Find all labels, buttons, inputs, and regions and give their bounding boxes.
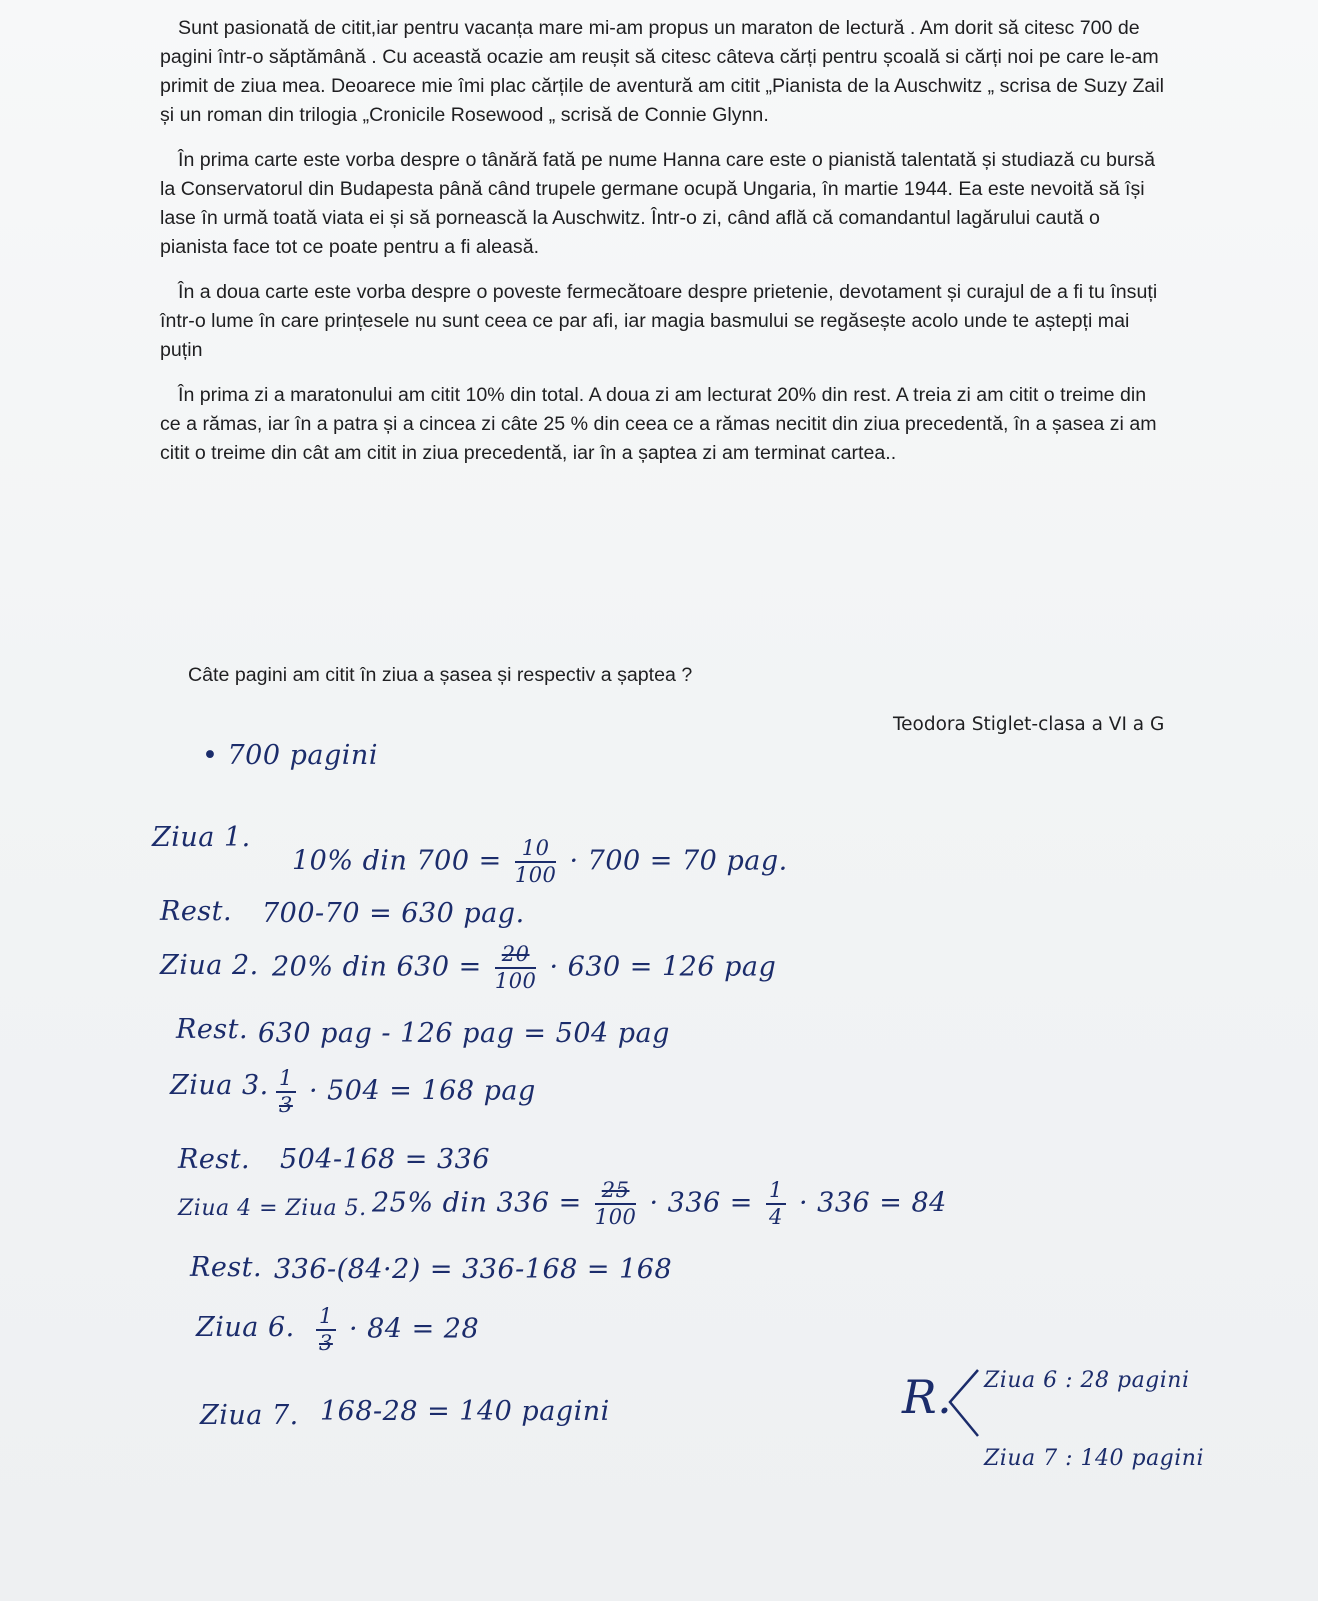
hw-rest2: 630 pag - 126 pag = 504 pag bbox=[258, 1018, 670, 1049]
hw-day45-b: · 336 = bbox=[649, 1187, 753, 1219]
hw-day2-den: 100 bbox=[494, 969, 537, 993]
hw-day6-den: 3 bbox=[319, 1331, 333, 1355]
hw-day6-line bbox=[312, 1306, 479, 1354]
hw-day1-b: · 700 = 70 pag. bbox=[569, 845, 788, 877]
hw-day45-c: · 336 = 84 bbox=[798, 1187, 947, 1219]
hw-rest4: 336-(84·2) = 336-168 = 168 bbox=[274, 1254, 673, 1285]
hw-day45-num: 25 bbox=[595, 1180, 637, 1205]
hw-rest1: 700-70 = 630 pag. bbox=[262, 898, 525, 929]
hw-day45-den2: 4 bbox=[769, 1205, 783, 1229]
hw-day3-label: Ziua 3. bbox=[170, 1070, 269, 1101]
problem-text bbox=[160, 14, 1170, 484]
hw-day2-fraction bbox=[495, 944, 537, 992]
hw-day1-line bbox=[292, 838, 788, 886]
question-text: Câte pagini am citit în ziua a șasea și respectiv a șaptea ? bbox=[188, 664, 693, 686]
hw-rest1-label: Rest. bbox=[160, 896, 233, 927]
hw-day45-den: 100 bbox=[594, 1205, 637, 1229]
hw-rest3-label: Rest. bbox=[178, 1144, 251, 1175]
hw-day45-line bbox=[372, 1180, 947, 1228]
hw-answer-day7: Ziua 7 : 140 pagini bbox=[984, 1446, 1205, 1471]
hw-total: • 700 pagini bbox=[202, 740, 378, 771]
hw-answer-r: R. bbox=[902, 1370, 953, 1424]
hw-day1-label: Ziua 1. bbox=[152, 822, 251, 853]
hw-day1-den: 100 bbox=[514, 863, 557, 887]
hw-day3-b: · 504 = 168 pag bbox=[308, 1075, 536, 1107]
hw-day45-fraction2 bbox=[766, 1180, 786, 1228]
hw-day1-fraction bbox=[515, 838, 557, 886]
hw-day3-num: 1 bbox=[276, 1068, 296, 1093]
hw-day2-a: 20% din 630 = bbox=[272, 951, 482, 983]
hw-day6-label: Ziua 6. bbox=[196, 1312, 295, 1343]
hw-rest3: 504-168 = 336 bbox=[280, 1144, 491, 1175]
hw-day7: 168-28 = 140 pagini bbox=[320, 1396, 610, 1427]
hw-day2-num: 20 bbox=[495, 944, 537, 969]
hw-answer-day6: Ziua 6 : 28 pagini bbox=[984, 1368, 1190, 1393]
paragraph-intro: Sunt pasionată de citit,iar pentru vacanța mare mi-am propus un maraton de lectură . Am dorit să citesc 700 de pagini într-o săptămână . Cu această ocazie am reușit să citesc câteva cărți pentru școală si cărți noi pe care le-am primit de ziua mea. Deoarece mie îmi plac cărțile de aventură am citit „Pianista de la Auschwitz „ scrisa de Suzy Zail și un roman din trilogia „Cronicile Rosewood „ scrisă de Connie Glynn. bbox=[160, 17, 1165, 126]
hw-day2-b: · 630 = 126 pag bbox=[549, 951, 777, 983]
hw-day6-fraction bbox=[316, 1306, 336, 1354]
hw-day1-a: 10% din 700 = bbox=[292, 845, 502, 877]
hw-day45-label: Ziua 4 = Ziua 5. bbox=[178, 1196, 367, 1221]
paragraph-marathon: În prima zi a maratonului am citit 10% din total. A doua zi am lecturat 20% din rest. A treia zi am citit o treime din ce a rămas, iar în a patra și a cincea zi câte 25 % din ceea ce a rămas necitit din ziua precedentă, în a șasea zi am citit o treime din cât am citit in ziua precedentă, iar în a șaptea zi am terminat cartea.. bbox=[160, 384, 1157, 464]
hw-day45-a: 25% din 336 = bbox=[372, 1187, 582, 1219]
hw-day45-fraction bbox=[595, 1180, 637, 1228]
author-line: Teodora Stiglet-clasa a VI a G bbox=[893, 714, 1165, 735]
hw-day3-line bbox=[272, 1068, 536, 1116]
hw-day1-num: 10 bbox=[515, 838, 557, 863]
hw-day7-label: Ziua 7. bbox=[200, 1400, 299, 1431]
paragraph-book-two: În a doua carte este vorba despre o poveste fermecătoare despre prietenie, devotament și curajul de a fi tu însuți într-o lume în care prințesele nu sunt ceea ce par afi, iar magia basmului se regăsește acolo unde te aștepți mai puțin bbox=[160, 281, 1158, 361]
hw-day6-num: 1 bbox=[316, 1306, 336, 1331]
hw-day45-num2: 1 bbox=[766, 1180, 786, 1205]
hw-day3-fraction bbox=[276, 1068, 296, 1116]
hw-day3-den: 3 bbox=[279, 1093, 293, 1117]
hw-day2-label: Ziua 2. bbox=[160, 950, 259, 981]
hw-day2-line bbox=[272, 944, 776, 992]
paragraph-book-one: În prima carte este vorba despre o tânără fată pe nume Hanna care este o pianistă talentată și studiază cu bursă la Conservatorul din Budapesta până când trupele germane ocupă Ungaria, în martie 1944. Ea este nevoită să își lase în urmă toată viata ei și să pornească la Auschwitz. Într-o zi, când află că comandantul lagărului caută o pianista face tot ce poate pentru a fi aleasă. bbox=[160, 149, 1155, 258]
hw-rest4-label: Rest. bbox=[190, 1252, 263, 1283]
hw-day6-b: · 84 = 28 bbox=[348, 1313, 480, 1345]
answer-bracket-icon bbox=[944, 1362, 984, 1442]
hw-rest2-label: Rest. bbox=[176, 1014, 249, 1045]
